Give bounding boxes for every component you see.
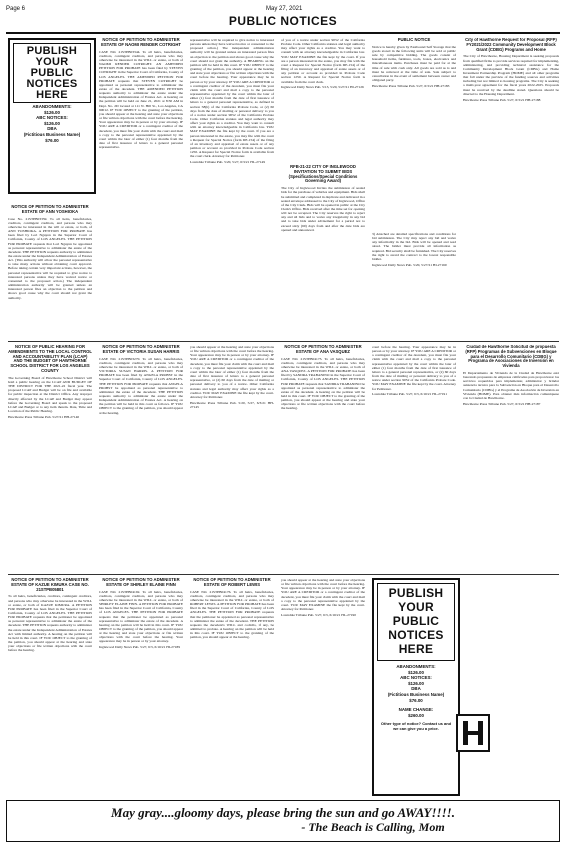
notice-col2-c (99, 578, 183, 793)
notice-heading: PUBLIC NOTICE (397, 38, 431, 42)
publish-ad-top (8, 38, 96, 194)
notice-col4-b (281, 165, 365, 338)
ad-line: PUBLIC (30, 67, 74, 79)
banner-message: May gray....gloomy days, please bring the sun and go AWAY!!!!. (111, 805, 455, 820)
ad-line: HERE (36, 89, 68, 101)
notice-col6-b (463, 345, 559, 710)
ad-price: $260.00 (408, 712, 424, 718)
page-number: Page 6 (6, 6, 26, 12)
notice-col4-c (281, 345, 365, 570)
notice-col2-b (99, 345, 183, 570)
notice-signature: Hawthorne Press Tribune Pub. 5/27, 6/3/21 HH-27188 (463, 97, 541, 102)
ad-label: DBA (47, 126, 57, 132)
notice-col3-c (190, 578, 274, 793)
notice-heading: NOTICE OF PETITION TO ADMINISTER ESTATE OF SHIRLEY ELAINE FINN (102, 578, 180, 587)
ad-line: YOUR (35, 56, 69, 68)
notice-body: of you of a notice under section 9052 of the California Probate Code. Other California statutes and legal authority may affect your rights as a creditor. You may want to consult with an attorney knowledgeable in California law. YOU MAY EXAMINE the file kept by the court. If you are a person interested in the estate, you may file with the court a Request for Special Notice (form DE-154) of the filing of an inventory and appraisal of estate assets or of any petition or account as provided in Probate Code section 1250. A Request for Special Notice form is available from the court clerk. (281, 38, 365, 84)
notice-body: CASE NO. 21STPB04176. To all heirs, beneficiaries, creditors, contingent creditors, and persons who may otherwise be interested in the WILL or estate, or both of ROBERT LEWIS. A PETITION FOR PROBATE has been filed in the Superior Court of California, County of LOS ANGELES. THE PETITION FOR PROBATE requests that the petitioner be appointed as personal representative to administer the estate of the decedent. THE PETITION requests the decedent's WILL and codicils, if any, be admitted to probate. A hearing on the petition will be held in this court. IF YOU OBJECT to the granting of the petition, you should appear at the hearing. (190, 589, 274, 640)
section-title: PUBLIC NOTICES (6, 14, 560, 34)
notice-heading: NOTICE OF PETITION TO ADMINISTER ESTATE OF NAOMI RENDER COTRIGHT (101, 38, 181, 47)
ad-line: HERE (398, 642, 434, 656)
ad-price: $126.00 (44, 109, 60, 115)
notice-signature: Lawndale Tribune Pub. 5/27, 6/3, 6/10/21 HL-27190 (281, 612, 356, 617)
ad-label: (Fictitious Business Name) (23, 131, 81, 137)
ad-price: $76.00 (45, 137, 59, 143)
ad-price: $126.00 (408, 680, 424, 686)
notice-signature: Lawndale Tribune Pub. 5/27, 6/3, 6/10/21 HL-27191 (372, 392, 447, 397)
ad-top-prices (10, 104, 94, 143)
notice-col5-a (372, 38, 456, 178)
ad-label: NAME CHANGE: (398, 707, 434, 713)
notice-signature: Hawthorne Press Tribune Pub. 5/27, 6/3/21 HH-27187 (463, 401, 541, 406)
notice-heading: NOTICE OF PETITION TO ADMINISTER ESTATE OF VICTORIA SUSAN HARRIS (102, 345, 180, 354)
notice-col1-c (8, 578, 92, 793)
ad-line: NOTICES (26, 78, 78, 90)
notice-body: The City of Hawthorne, Housing Department is seeking proposals from qualified firms to provide services required for implementing, administering, and providing technical assistance for the Community Development Block Grant (CDBG) and Home Investment Partnership Program (HOME) and all other programs that fall under the purview of the funding sources and activities including but not limited to housing programs. The City is seeking a multi-year agreement for the fiscal years 2022-2025. Proposals must be received by the deadline stated. Questions should be directed to the Housing Department. (463, 54, 559, 96)
notice-col3-a (190, 38, 274, 338)
notice-signature: Inglewood Daily News Pub. 5/20, 5/27/21 HI-27160 (372, 262, 447, 267)
notice-body: CASE NO. 21STPB03344. To all heirs, beneficiaries, creditors, contingent creditors, and persons who may otherwise be interested in the WILL or estate, or both of NAOMI RENDER COTRIGHT. AN AMENDED PETITION FOR PROBATE has been filed by STEVEN COTRIGHT in the Superior Court of California, County of LOS ANGELES. THE AMENDED PETITION FOR PROBATE requests that STEVEN COTRIGHT be appointed as personal representative to administer the estate of the decedent. THE AMENDED PETITION requests authority to administer the estate under the Independent Administration of Estates Act. A hearing on the petition will be held on June 21, 2021 at 8:30 AM in Dept. No. 2D located at 111 N. Hill St., Los Angeles, CA 90012. IF YOU OBJECT to the granting of the petition, you should appear at the hearing and state your objections or file written objections with the court before the hearing. Your appearance may be in person or by your attorney. IF YOU ARE A CREDITOR or a contingent creditor of the decedent, you must file your claim with the court and mail a copy to the personal representative appointed by the court within the later of either (1) four months from the date of first issuance of letters to a general personal representative. (99, 49, 183, 150)
ad-line: PUBLISH (26, 45, 78, 57)
notice-signature: Hawthorne Press Tribune Pub. 5/27/21 HH-27140 (8, 414, 80, 419)
banner-signature: - The Beach is Calling, Mom (301, 820, 445, 834)
notice-body: you should appear at the hearing and state your objections or file written objections with the court before the hearing. Your appearance may be in person or by your attorney. IF YOU ARE A CREDITOR or a contingent creditor of the decedent, you must file your claim with the court and mail a copy to the personal representative appointed by the court within the later of either (1) four months from the date of first issuance of letters to a general personal representative, or (2) 60 days from the date of mailing or personal delivery to you of a notice. Other California statutes and legal authority may affect your rights as a creditor. YOU MAY EXAMINE the file kept by the court. Attorney for Petitioner. (190, 345, 274, 399)
publish-ad-bottom (372, 578, 460, 796)
ad-price: $126.00 (408, 669, 424, 675)
ad-label: (Fictitious Business Name) (387, 691, 445, 697)
ad-price: $76.00 (409, 697, 423, 703)
publish-ad-top-headline (13, 43, 91, 103)
notice-body: El Departamento de Vivienda de la Ciudad de Hawthorne está buscando propuestas de empresas calificadas para proporcionar los servicios requeridos para implementar, administrar y brindar asistencia técnica para la Subvención en Bloque para el Desarrollo Comunitario (CDBG) y el Programa de Asociación de Inversión en Vivienda (HOME). Para obtener más información comuníquese con la Ciudad de Hawthorne. (463, 370, 559, 400)
ad-line: PUBLISH (388, 586, 444, 600)
ad-note: Other type of notice? Contact us and we can give you a price. (380, 721, 452, 732)
ad-label: ABC NOTICES: (36, 115, 68, 121)
notice-heading: NOTICE OF PETITION TO ADMINISTER ESTATE OF ANA VASQUEZ (284, 345, 362, 354)
notice-col5-c (372, 345, 456, 515)
notice-body: CASE NO. 21STPB03270. To all heirs, beneficiaries, creditors, contingent creditors, and persons who may otherwise be interested in the WILL or estate, or both of VICTORIA SUSAN HARRIS. A PETITION FOR PROBATE has been filed by ANGELA PROBST in the Superior Court of California, County of LOS ANGELES. THE PETITION FOR PROBATE requests that ANGELA PROBST be appointed as personal representative to administer the estate of the decedent. THE PETITION requests authority to administer the estate under the Independent Administration of Estates Act. A hearing on the petition will be held in this court as follows. IF YOU OBJECT to the granting of the petition, you should appear at the hearing. (99, 356, 183, 415)
separator (8, 341, 559, 342)
notice-body: Case No. 21STPB03359. To all heirs, beneficiaries, creditors, contingent creditors, and persons who may otherwise be interested in the will or estate, or both, of ANN YOSHIOKA. A PETITION FOR PROBATE has been filed by Lori Nguyen in the Superior Court of California, County of LOS ANGELES. THE PETITION FOR PROBATE requests that Lori Nguyen be appointed as personal representative to administer the estate of the decedent. THE PETITION requests authority to administer the estate under the Independent Administration of Estates Act. (This authority will allow the personal representative to take many actions without obtaining court approval. Before taking certain very important actions, however, the personal representative will be required to give notice to interested persons unless they have waived notice or consented to the proposed action.) The independent administration authority will be granted unless an interested person files an objection to the petition and shows good cause why the court should not grant the authority. (8, 216, 92, 300)
bottom-banner (6, 800, 560, 842)
ad-price: $126.00 (44, 120, 60, 126)
notice-col4-a (281, 38, 365, 158)
publish-ad-bottom-headline (377, 583, 455, 661)
newspaper-logo (456, 714, 490, 752)
issue-date: May 27, 2021 (266, 6, 303, 12)
notice-body: representative will be required to give notice to interested persons unless they have waived notice or consented to the proposed action.) The independent administration authority will be granted unless an interested person files an objection to the petition and shows good cause why the court should not grant the authority. A HEARING on the petition will be held in this court. IF YOU OBJECT to the granting of the petition, you should appear at the hearing and state your objections or file written objections with the court before the hearing. Your appearance may be in person or by your attorney. IF YOU ARE A CREDITOR or a contingent creditor of the decedent, you must file your claim with the court and mail a copy to the personal representative appointed by the court within the later of either (1) four months from the date of first issuance of letters to a general personal representative, as defined in section 58(b) of the California Probate Code, or (2) 60 days from the date of mailing or personal delivery to you of a notice under section 9052 of the California Probate Code. Other California statutes and legal authority may affect your rights as a creditor. You may want to consult with an attorney knowledgeable in California law. YOU MAY EXAMINE the file kept by the court. If you are a person interested in the estate, you may file with the court a Request for Special Notice (form DE-154) of the filing of an inventory and appraisal of estate assets or of any petition or account as provided in Probate Code section 1250. A Request for Special Notice form is available from the court clerk. Attorney for Petitioner. (190, 38, 274, 159)
notice-col1-b (8, 345, 92, 443)
letter-h-icon (458, 716, 488, 750)
notice-signature: Inglewood Daily News Pub. 5/27, 6/3, 6/10/21 HI-27189 (99, 645, 180, 650)
ad-bottom-prices (374, 664, 458, 731)
notice-heading: Ciudad de Hawthorne Solicitud de propuesta (RFP) Programas de Subvenciones en Bloque para el Desarrollo Comunitario (CDBG) y Programa de Asociaciones de Inversión en Vivienda (465, 345, 557, 369)
notice-heading: NOTICE OF PUBLIC HEARING FOR AMENDMENTS TO THE LOCAL CONTROL AND ACCOUNTABILITY PLAN (LCAP) AND THE BUDGET OF HAWTHORNE SCHOOL DISTRICT FOR LOS ANGELES COUNTY (8, 345, 92, 373)
notice-body: The City of Inglewood Invites the submission of sealed bids for the purchase of vehicles and equipment. Bids shall be submitted and completed in duplicate and delivered in a sealed envelope addressed to the City of Inglewood, Office of the City Clerk. Bids will be opened in public at the City Clerk's Office. Bids received after the time set for opening will not be accepted. The City reserves the right to reject any and all bids and to waive any irregularity in any bid and to take bids under advisement for a period not to exceed sixty (60) days from and after the date bids are opened and announced. (281, 186, 365, 232)
notice-col3-b (190, 345, 274, 570)
notice-col1-a (8, 205, 92, 340)
separator (8, 574, 559, 575)
notice-signature: Lawndale Tribune Pub. 5/20, 5/27, 6/3/21 HL-27149 (190, 160, 265, 165)
notice-signature: Hawthorne Press Tribune Pub. 5/27, 6/3/21 HH-27183 (372, 83, 450, 88)
notice-col2-a (99, 38, 183, 338)
ad-label: ABC NOTICES: (400, 675, 432, 681)
notice-heading: City of Hawthorne Request for Proposal (RFP) FY2021/2022 Community Development Block Grant (CDBG) Programs and Home (465, 38, 557, 52)
notice-signature: Hawthorne Press Tribune Pub. 5/20, 5/27, 6/3/21 HH-27145 (190, 400, 274, 409)
ad-line: PUBLIC (392, 614, 440, 628)
notice-body: you should appear at the hearing and state your objections or file written objections with the court before the hearing. Your appearance may be in person or by your attorney. IF YOU ARE A CREDITOR or a contingent creditor of the decedent, you must file your claim with the court and mail a copy to the personal representative appointed by the court. YOU MAY EXAMINE the file kept by the court. Attorney for Petitioner. (281, 578, 365, 612)
notice-heading: NOTICE OF PETITION TO ADMINISTER ESTATE OF ROBERT LEWIS (193, 578, 271, 587)
notice-body: CASE NO. 21STPB04192. To all heirs, beneficiaries, creditors, contingent creditors, and persons who may otherwise be interested in the WILL or estate, or both of SHIRLEY ELAINE FINN. A PETITION FOR PROBATE has been filed in the Superior Court of California, County of LOS ANGELES. THE PETITION FOR PROBATE requests that the petitioner be appointed as personal representative to administer the estate of the decedent. A hearing on the petition will be held in this court. IF YOU OBJECT to the granting of the petition, you should appear at the hearing and state your objections or file written objections with the court before the hearing. Your appearance may be in person or by your attorney. (99, 589, 183, 644)
ad-label: ABANDONMENTS: (396, 664, 436, 669)
notice-body: To all heirs, beneficiaries, creditors, contingent creditors, and persons who may otherwise be interested in the WILL or estate, or both of KAZUE KIMURA. A PETITION FOR PROBATE has been filed in the Superior Court of California, County of LOS ANGELES. THE PETITION FOR PROBATE requests that the petitioner be appointed as personal representative to administer the estate of the decedent. THE PETITION requests authority to administer the estate under the Independent Administration of Estates Act with limited authority. A hearing on the petition will be held in this court. IF YOU OBJECT to the granting of the petition, you should appear at the hearing and state your objections or file written objections with the court before the hearing. (8, 594, 92, 653)
ad-label: DBA (411, 686, 421, 692)
ad-label: ABANDONMENTS: (32, 104, 72, 109)
notice-col4-d (281, 578, 365, 793)
notice-heading: RFB-21-22 CITY OF INGLEWOOD INVITATION TO SUBMIT BIDS (Specifications/Special Conditions Governing Award) (288, 165, 358, 184)
notice-body: CASE NO. 21STPB04173. To all heirs, beneficiaries, creditors, contingent creditors, and persons who may otherwise be interested in the WILL or estate, or both of ANA VASQUEZ. A PETITION FOR PROBATE has been filed by SANDRA TRABANINO in the Superior Court of California, County of LOS ANGELES. THE PETITION FOR PROBATE requests that SANDRA TRABANINO be appointed as personal representative to administer the estate of the decedent. A hearing on the petition will be held in this court. IF YOU OBJECT to the granting of the petition, you should appear at the hearing and state your objections or file written objections with the court before the hearing. (281, 356, 365, 411)
notice-body: The Governing Board of Hawthorne School District will hold a public hearing on the LCAP AND BUDGET OF THE DISTRICT FOR THE 2021-22 fiscal year. The proposed LCAP and Budget will be on file and available for public inspection at the District Office. Any taxpayer directly affected by the LCAP and Budget may appear before the Governing Board and speak to the proposed LCAP and Budget or to any item therein. Date, Time and Location of the Public Hearing. (8, 375, 92, 414)
notice-body: 3) Attached are detailed specifications and conditions for bid submission. The City may reject any bid and waive any informality in the bid. Bids will be opened and read aloud. The bidder must provide all information as required. Bid security shall be furnished. The City reserves the right to award the contract to the lowest responsible bidder. (372, 232, 456, 261)
notice-heading: NOTICE OF PETITION TO ADMINISTER ESTATE OF KAZUE KIMURA CASE NO. 21STPB05801 (11, 578, 89, 592)
ad-line: NOTICES (388, 628, 444, 642)
notice-body: court before the hearing. Your appearance may be in person or by your attorney. IF YOU ARE A CREDITOR or a contingent creditor of the decedent, you must file your claim with the court and mail a copy to the personal representative appointed by the court within the later of either (1) four months from the date of first issuance of letters to a general personal representative, or (2) 60 days from the date of mailing or personal delivery to you of a notice under section 9052 of the California Probate Code. YOU MAY EXAMINE the file kept by the court. Attorney for Petitioner. (372, 345, 456, 391)
notice-col5-b (372, 232, 456, 338)
ad-line: YOUR (398, 600, 434, 614)
notice-body: Notice is hereby given by Eastbound Self Storage that the goods stored in the following units will be sold at public sale by competitive bidding. The goods consist of household items, furniture, tools, boxes, electronics and miscellaneous items. Purchases must be paid for at the time of sale with cash only. All goods are sold as is and must be removed at the time of sale. Sale subject to cancellation in the event of settlement between owner and obligated party. (372, 44, 456, 83)
notice-signature: Inglewood Daily News Pub. 5/13, 5/20, 5/27/21 HI-27126 (281, 85, 364, 90)
notice-col6-a (463, 38, 559, 338)
notice-heading: NOTICE OF PETITION TO ADMINISTER ESTATE OF ANN YOSHIOKA (11, 205, 89, 214)
